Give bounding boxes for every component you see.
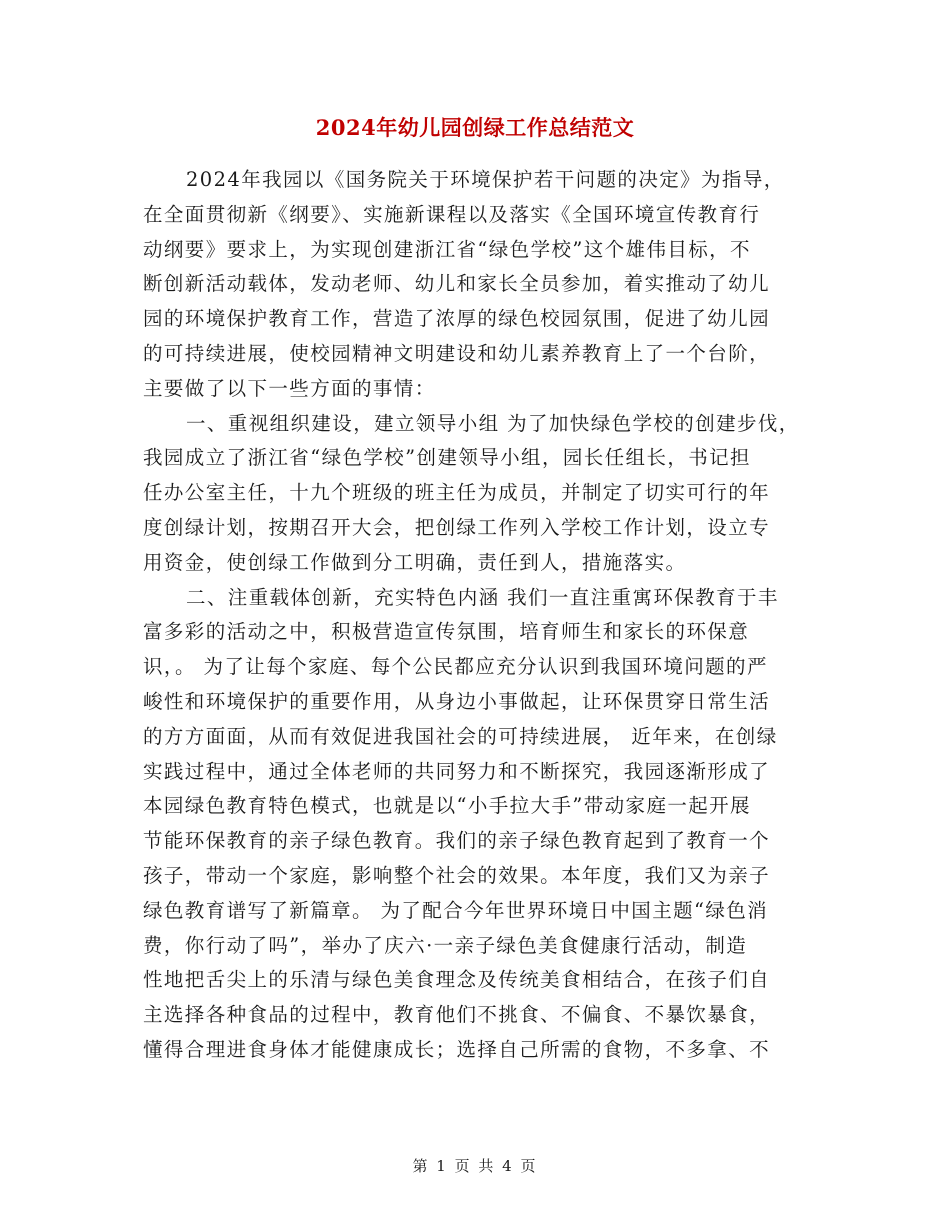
paragraph-line: 孩子，带动一个家庭，影响整个社会的效果。本年度，我们又为亲子	[143, 863, 771, 887]
paragraph-line: 节能环保教育的亲子绿色教育。我们的亲子绿色教育起到了教育一个	[143, 829, 771, 853]
paragraph-line: 绿色教育谱写了新篇章。 为了配合今年世界环境日中国主题“绿色消	[143, 898, 769, 922]
paragraph-line: 的可持续进展，使校园精神文明建设和幼儿素养教育上了一个台阶，	[143, 341, 771, 365]
paragraph-line: 园的环境保护教育工作，营造了浓厚的绿色校园氛围，促进了幼儿园	[143, 307, 771, 331]
document-title: 2024年幼儿园创绿工作总结范文	[315, 115, 635, 140]
paragraph-line: 任办公室主任，十九个班级的班主任为成员，并制定了切实可行的年	[143, 481, 771, 505]
paragraph-line: 度创绿计划，按期召开大会，把创绿工作列入学校工作计划，设立专	[143, 515, 771, 539]
paragraph-line: 二、注重载体创新，充实特色内涵 我们一直注重寓环保教育于丰	[186, 585, 779, 609]
paragraph-line: 一、重视组织建设，建立领导小组 为了加快绿色学校的创建步伐，	[186, 411, 800, 435]
paragraph-line: 富多彩的活动之中，积极营造宣传氛围，培育师生和家长的环保意	[143, 620, 750, 644]
paragraph-line: 懂得合理进食身体才能健康成长；选择自己所需的食物，不多拿、不	[143, 1037, 771, 1061]
paragraph-line: 主选择各种食品的过程中，教育他们不挑食、不偏食、不暴饮暴食，	[143, 1003, 771, 1027]
paragraph-line: 我园成立了浙江省“绿色学校”创建领导小组，园长任组长，书记担	[143, 446, 751, 470]
paragraph-line: 断创新活动载体，发动老师、幼儿和家长全员参加，着实推动了幼儿	[143, 272, 771, 296]
paragraph-line: 动纲要》要求上，为实现创建浙江省“绿色学校”这个雄伟目标，不	[143, 237, 751, 261]
paragraph-line: 用资金，使创绿工作做到分工明确，责任到人，措施落实。	[143, 550, 687, 574]
paragraph-line: 费，你行动了吗”，举办了庆六·一亲子绿色美食健康行活动，制造	[143, 933, 748, 957]
paragraph-line: 的方方面面，从而有效促进我国社会的可持续进展， 近年来，在创绿	[143, 724, 778, 748]
paragraph-line: 主要做了以下一些方面的事情：	[143, 376, 436, 400]
paragraph-line: 识，。 为了让每个家庭、每个公民都应充分认识到我国环境问题的严	[143, 655, 768, 679]
paragraph-line: 在全面贯彻新《纲要》、实施新课程以及落实《全国环境宣传教育行	[143, 202, 761, 226]
paragraph-line: 本园绿色教育特色模式，也就是以“小手拉大手”带动家庭一起开展	[143, 794, 751, 818]
paragraph-line: 实践过程中，通过全体老师的共同努力和不断探究，我园逐渐形成了	[143, 759, 771, 783]
paragraph-line: 峻性和环境保护的重要作用，从身边小事做起，让环保贯穿日常生活	[143, 689, 771, 713]
document-body	[143, 163, 827, 1068]
page-number-footer: 第 1 页 共 4 页	[412, 1157, 538, 1175]
paragraph-line: 性地把舌尖上的乐清与绿色美食理念及传统美食相结合，在孩子们自	[143, 968, 771, 992]
paragraph-line: 2024年我园以《国务院关于环境保护若干问题的决定》为指导，	[186, 168, 785, 191]
